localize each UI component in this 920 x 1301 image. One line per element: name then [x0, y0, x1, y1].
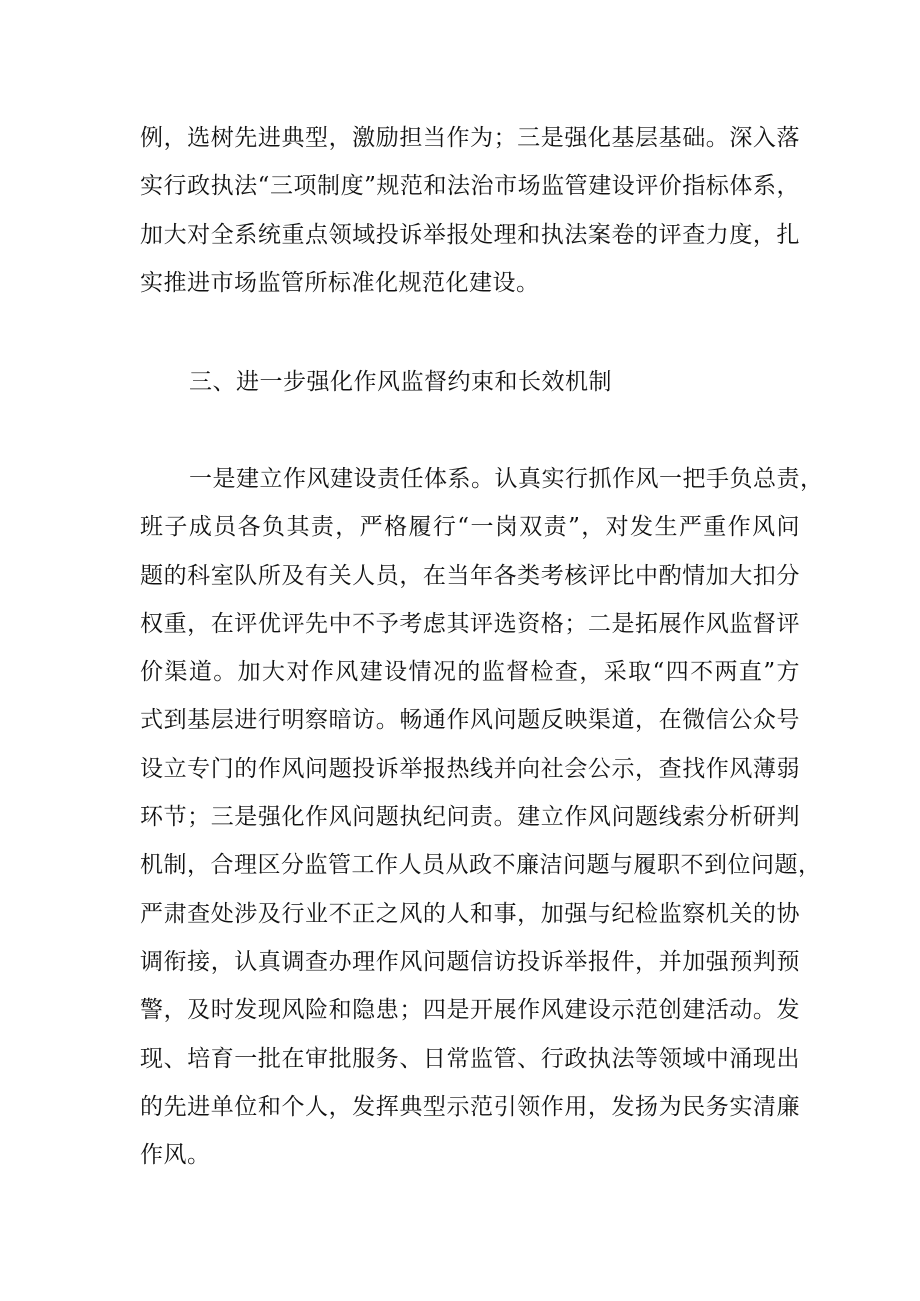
paragraph-2-line: 严肃查处涉及行业不正之风的人和事，加强与纪检监察机关的协: [140, 900, 800, 927]
paragraph-2-line: 一是建立作风建设责任体系。认真实行抓作风一把手负总责，: [189, 466, 824, 492]
paragraph-1: [140, 114, 800, 307]
paragraph-2-line: 价渠道。加大对作风建设情况的监督检查，采取“四不两直”方: [140, 659, 800, 686]
paragraph-2-line: 设立专门的作风问题投诉举报热线并向社会公示，查找作风薄弱: [140, 755, 800, 782]
paragraph-2-line: 班子成员各负其责，严格履行“一岗双责”，对发生严重作风问: [140, 514, 800, 541]
paragraph-2-line: 警，及时发现风险和隐患；四是开展作风建设示范创建活动。发: [140, 997, 800, 1024]
paragraph-2-line: 调衔接，认真调查办理作风问题信访投诉举报件，并加强预判预: [140, 948, 800, 975]
paragraph-1-line: 实行政执法“三项制度”规范和法治市场监管建设评价指标体系，: [140, 173, 800, 200]
section-heading: 三、进一步强化作风监督约束和长效机制: [189, 369, 612, 395]
paragraph-2-line: 式到基层进行明察暗访。畅通作风问题反映渠道，在微信公众号: [140, 707, 800, 734]
paragraph-2-line: 作风。: [140, 1142, 211, 1169]
paragraph-2-line: 现、培育一批在审批服务、日常监管、行政执法等领域中涌现出: [140, 1045, 800, 1072]
paragraph-2-line: 环节；三是强化作风问题执纪问责。建立作风问题线索分析研判: [140, 804, 800, 831]
paragraph-1-line: 例，选树先进典型，激励担当作为；三是强化基层基础。深入落: [140, 125, 800, 151]
paragraph-2-line: 机制，合理区分监管工作人员从政不廉洁问题与履职不到位问题，: [140, 852, 822, 879]
paragraph-2-line: 权重，在评优评先中不予考虑其评选资格；二是拓展作风监督评: [140, 610, 800, 637]
paragraph-1-line: 加大对全系统重点领域投诉举报处理和执法案卷的评查力度，扎: [140, 221, 800, 248]
paragraph-2-line: 的先进单位和个人，发挥典型示范引领作用，发扬为民务实清廉: [140, 1093, 800, 1120]
paragraph-2: [140, 455, 824, 1179]
paragraph-2-line: 题的科室队所及有关人员，在当年各类考核评比中酌情加大扣分: [140, 562, 800, 589]
paragraph-1-line: 实推进市场监管所标准化规范化建设。: [140, 269, 540, 296]
